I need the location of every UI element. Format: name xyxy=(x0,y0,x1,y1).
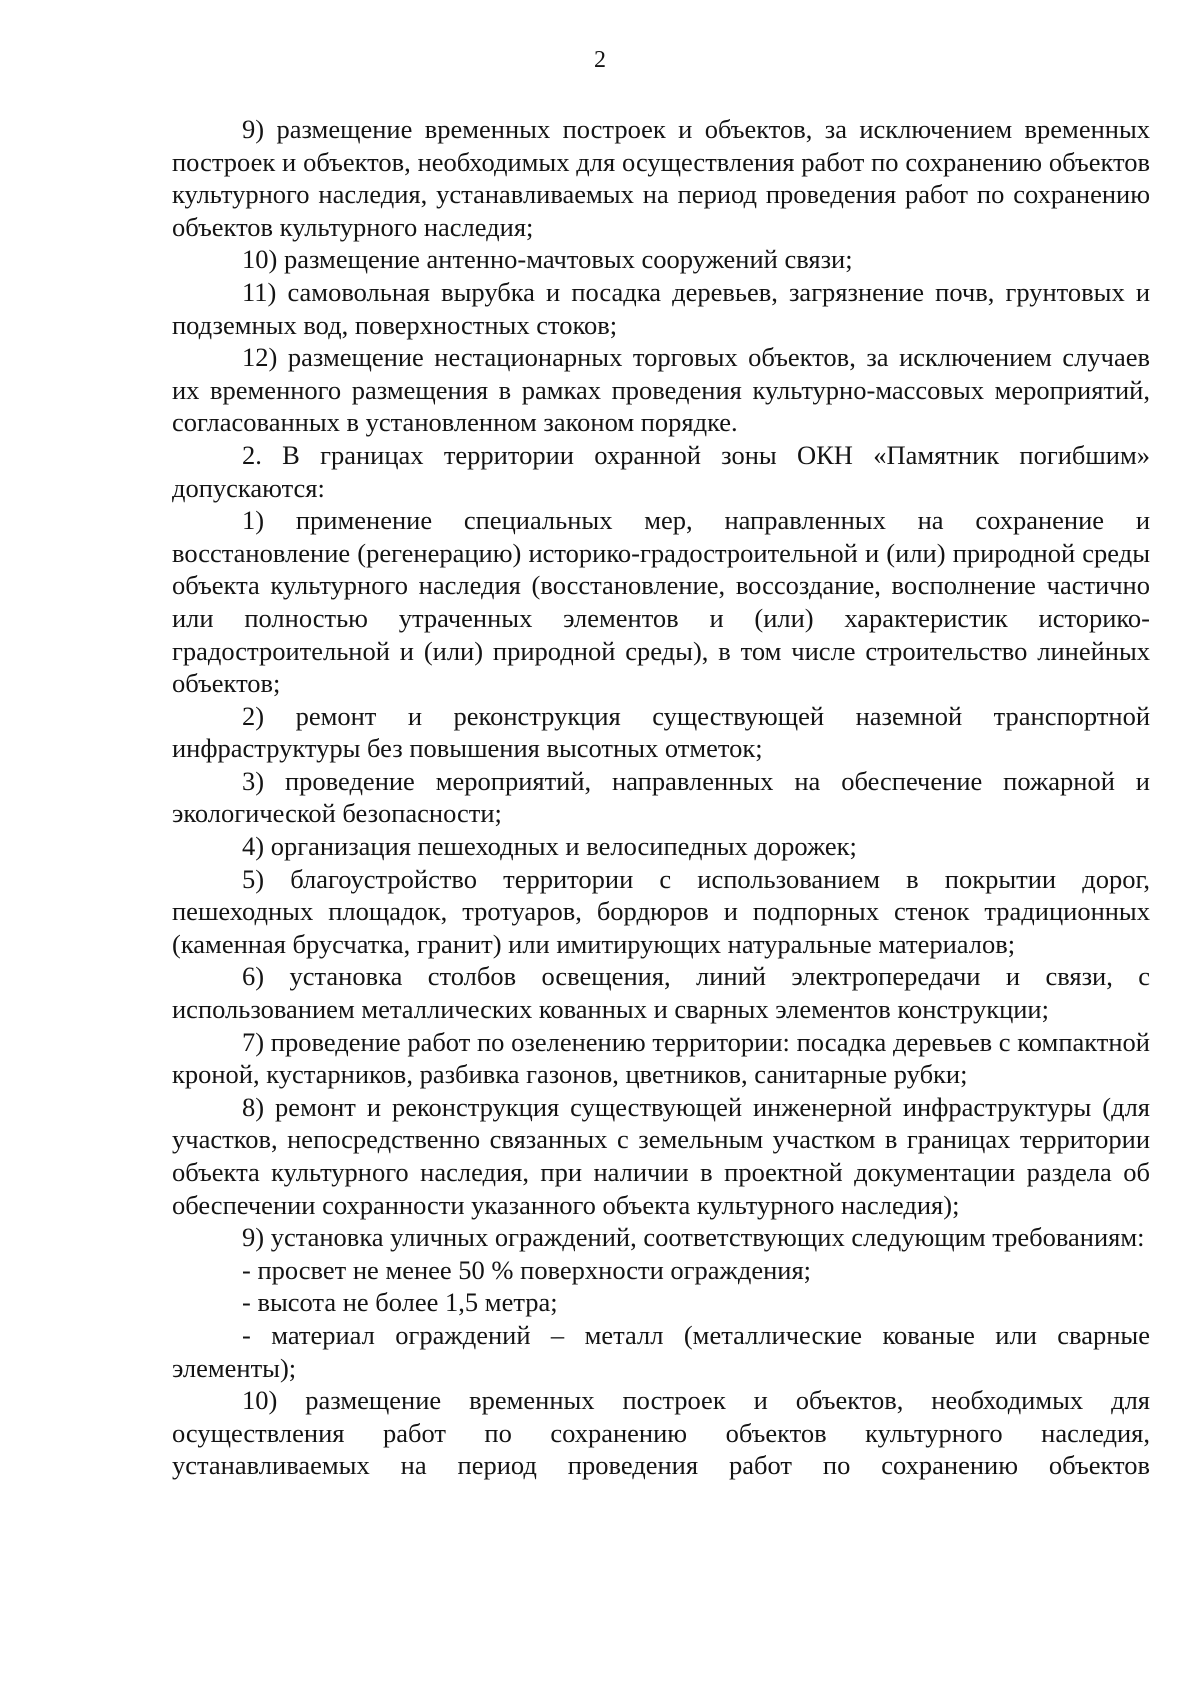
paragraph-permitted-5: 5) благоустройство территории с использованием в покрытии дорог, пешеходных площадок, тротуаров, бордюров и подпорных стенок традиционных (каменная брусчатка, гранит) или имитирующих натуральные материалов; xyxy=(172,863,1150,959)
fence-requirement-gap: - просвет не менее 50 % поверхности ограждения; xyxy=(242,1254,812,1285)
document-body xyxy=(172,113,1150,1482)
paragraph-item-12: 12) размещение нестационарных торговых объектов, за исключением случаев их временного размещения в рамках проведения культурно-массовых мероприятий, согласованных в установленном законом порядке. xyxy=(172,342,1150,438)
paragraph-item-9: 9) размещение временных построек и объектов, за исключением временных построек и объектов, необходимых для осуществления работ по сохранению объектов культурного наследия, устанавливаемых на период проведения работ по сохранению объектов культурного наследия; xyxy=(172,114,1150,242)
paragraph-permitted-1: 1) применение специальных мер, направленных на сохранение и восстановление (регенерацию) историко-градостроительной и (или) природной среды объекта культурного наследия (восстановление, воссоздание, восполнение частично или полностью утраченных элементов и (или) характеристик историко-градостроительной и (или) природной среды), в том числе строительство линейных объектов; xyxy=(172,505,1150,699)
paragraph-permitted-8: 8) ремонт и реконструкция существующей инженерной инфраструктуры (для участков, непосредственно связанных с земельным участком в границах территории объекта культурного наследия, при наличии в проектной документации раздела об обеспечении сохранности указанного объекта культурного наследия); xyxy=(172,1091,1150,1220)
paragraph-permitted-6: 6) установка столбов освещения, линий электропередачи и связи, с использованием металлических кованных и сварных элементов конструкции; xyxy=(172,961,1150,1025)
page-number: 2 xyxy=(594,47,606,73)
paragraph-permitted-9: 9) установка уличных ограждений, соответствующих следующим требованиям: xyxy=(242,1222,1145,1253)
paragraph-item-11: 11) самовольная вырубка и посадка деревьев, загрязнение почв, грунтовых и подземных вод, поверхностных стоков; xyxy=(172,276,1150,340)
paragraph-permitted-3: 3) проведение мероприятий, направленных на обеспечение пожарной и экологической безопасности; xyxy=(172,765,1150,829)
paragraph-section-2: 2. В границах территории охранной зоны ОКН «Памятник погибшим» допускаются: xyxy=(172,439,1150,503)
fence-requirement-material: - материал ограждений – металл (металлические кованые или сварные элементы); xyxy=(172,1319,1150,1383)
paragraph-item-10: 10) размещение антенно-мачтовых сооружений связи; xyxy=(242,244,853,275)
paragraph-permitted-4: 4) организация пешеходных и велосипедных дорожек; xyxy=(242,831,857,862)
paragraph-permitted-10: 10) размещение временных построек и объектов, необходимых для осуществления работ по сохранению объектов культурного наследия, устанавливаемых на период проведения работ по сохранению объектов xyxy=(172,1385,1150,1481)
paragraph-permitted-2: 2) ремонт и реконструкция существующей наземной транспортной инфраструктуры без повышения высотных отметок; xyxy=(172,700,1150,764)
fence-requirement-height: - высота не более 1,5 метра; xyxy=(242,1287,558,1318)
paragraph-permitted-7: 7) проведение работ по озеленению территории: посадка деревьев с компактной кроной, кустарников, разбивка газонов, цветников, санитарные рубки; xyxy=(172,1026,1150,1090)
